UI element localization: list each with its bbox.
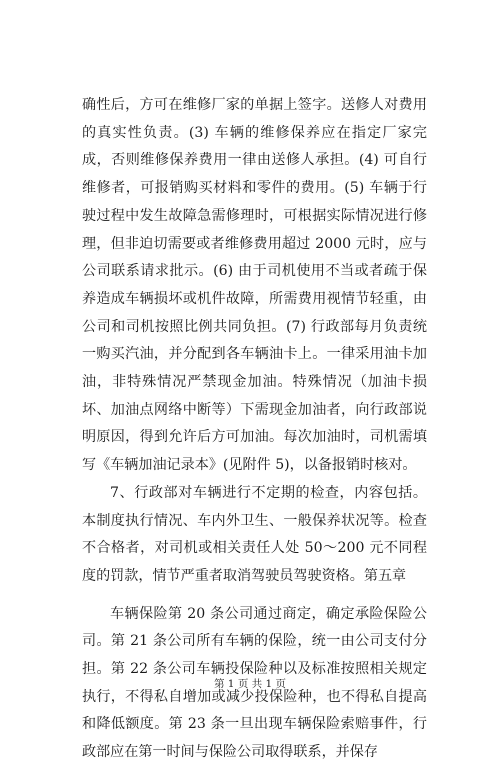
paragraph-vehicle-insurance: 车辆保险第 20 条公司通过商定，确定承险保险公司。第 21 条公司所有车辆的保险，统一由公司支付分担。第 22 条公司车辆投保险种以及标准按照相关规定执行，不得私自增加或减少投保险种，也不得私自提高和降低额度。第 23 条一旦出现车辆保险索赔事件，行政部应在第一时间与保险公司取得联系，并保存: [82, 605, 427, 761]
paragraph-vehicle-inspection: 7、行政部对车辆进行不定期的检查，内容包括。本制度执行情况、车内外卫生、一般保养状况等。检查不合格者，对司机或相关责任人处 50～200 元不同程度的罚款，情节严重者取消驾驶员驾驶资格。第五章: [82, 484, 427, 584]
paragraph-spacer: [82, 591, 427, 601]
paragraph-vehicle-maintenance: 确性后，方可在维修厂家的单据上签字。送修人对费用的真实性负责。(3) 车辆的维修保养应在指定厂家完成，否则维修保养费用一律由送修人承担。(4) 可自行维修者，可报销购买材料和零件的费用。(5) 车辆于行驶过程中发生故障急需修理时，可根据实际情况进行修理，但非迫切需要或者维修费用超过 2000 元时，应与公司联系请求批示。(6) 由于司机使用不当或者疏于保养造成车辆损坏或机件故障，所需费用视情节轻重，由公司和司机按照比例共同负担。(7) 行政部每月负责统一购买汽油，并分配到各车辆油卡上。一律采用油卡加油，非特殊情况严禁现金加油。特殊情况（加油卡损坏、加油点网络中断等）下需现金加油者，向行政部说明原因，得到允许后方可加油。每次加油时，司机需填写《车辆加油记录本》(见附件 5)，以备报销时核对。: [82, 97, 427, 474]
document-body: [82, 92, 427, 767]
page-footer: 第 1 页 共 1 页: [213, 678, 287, 690]
